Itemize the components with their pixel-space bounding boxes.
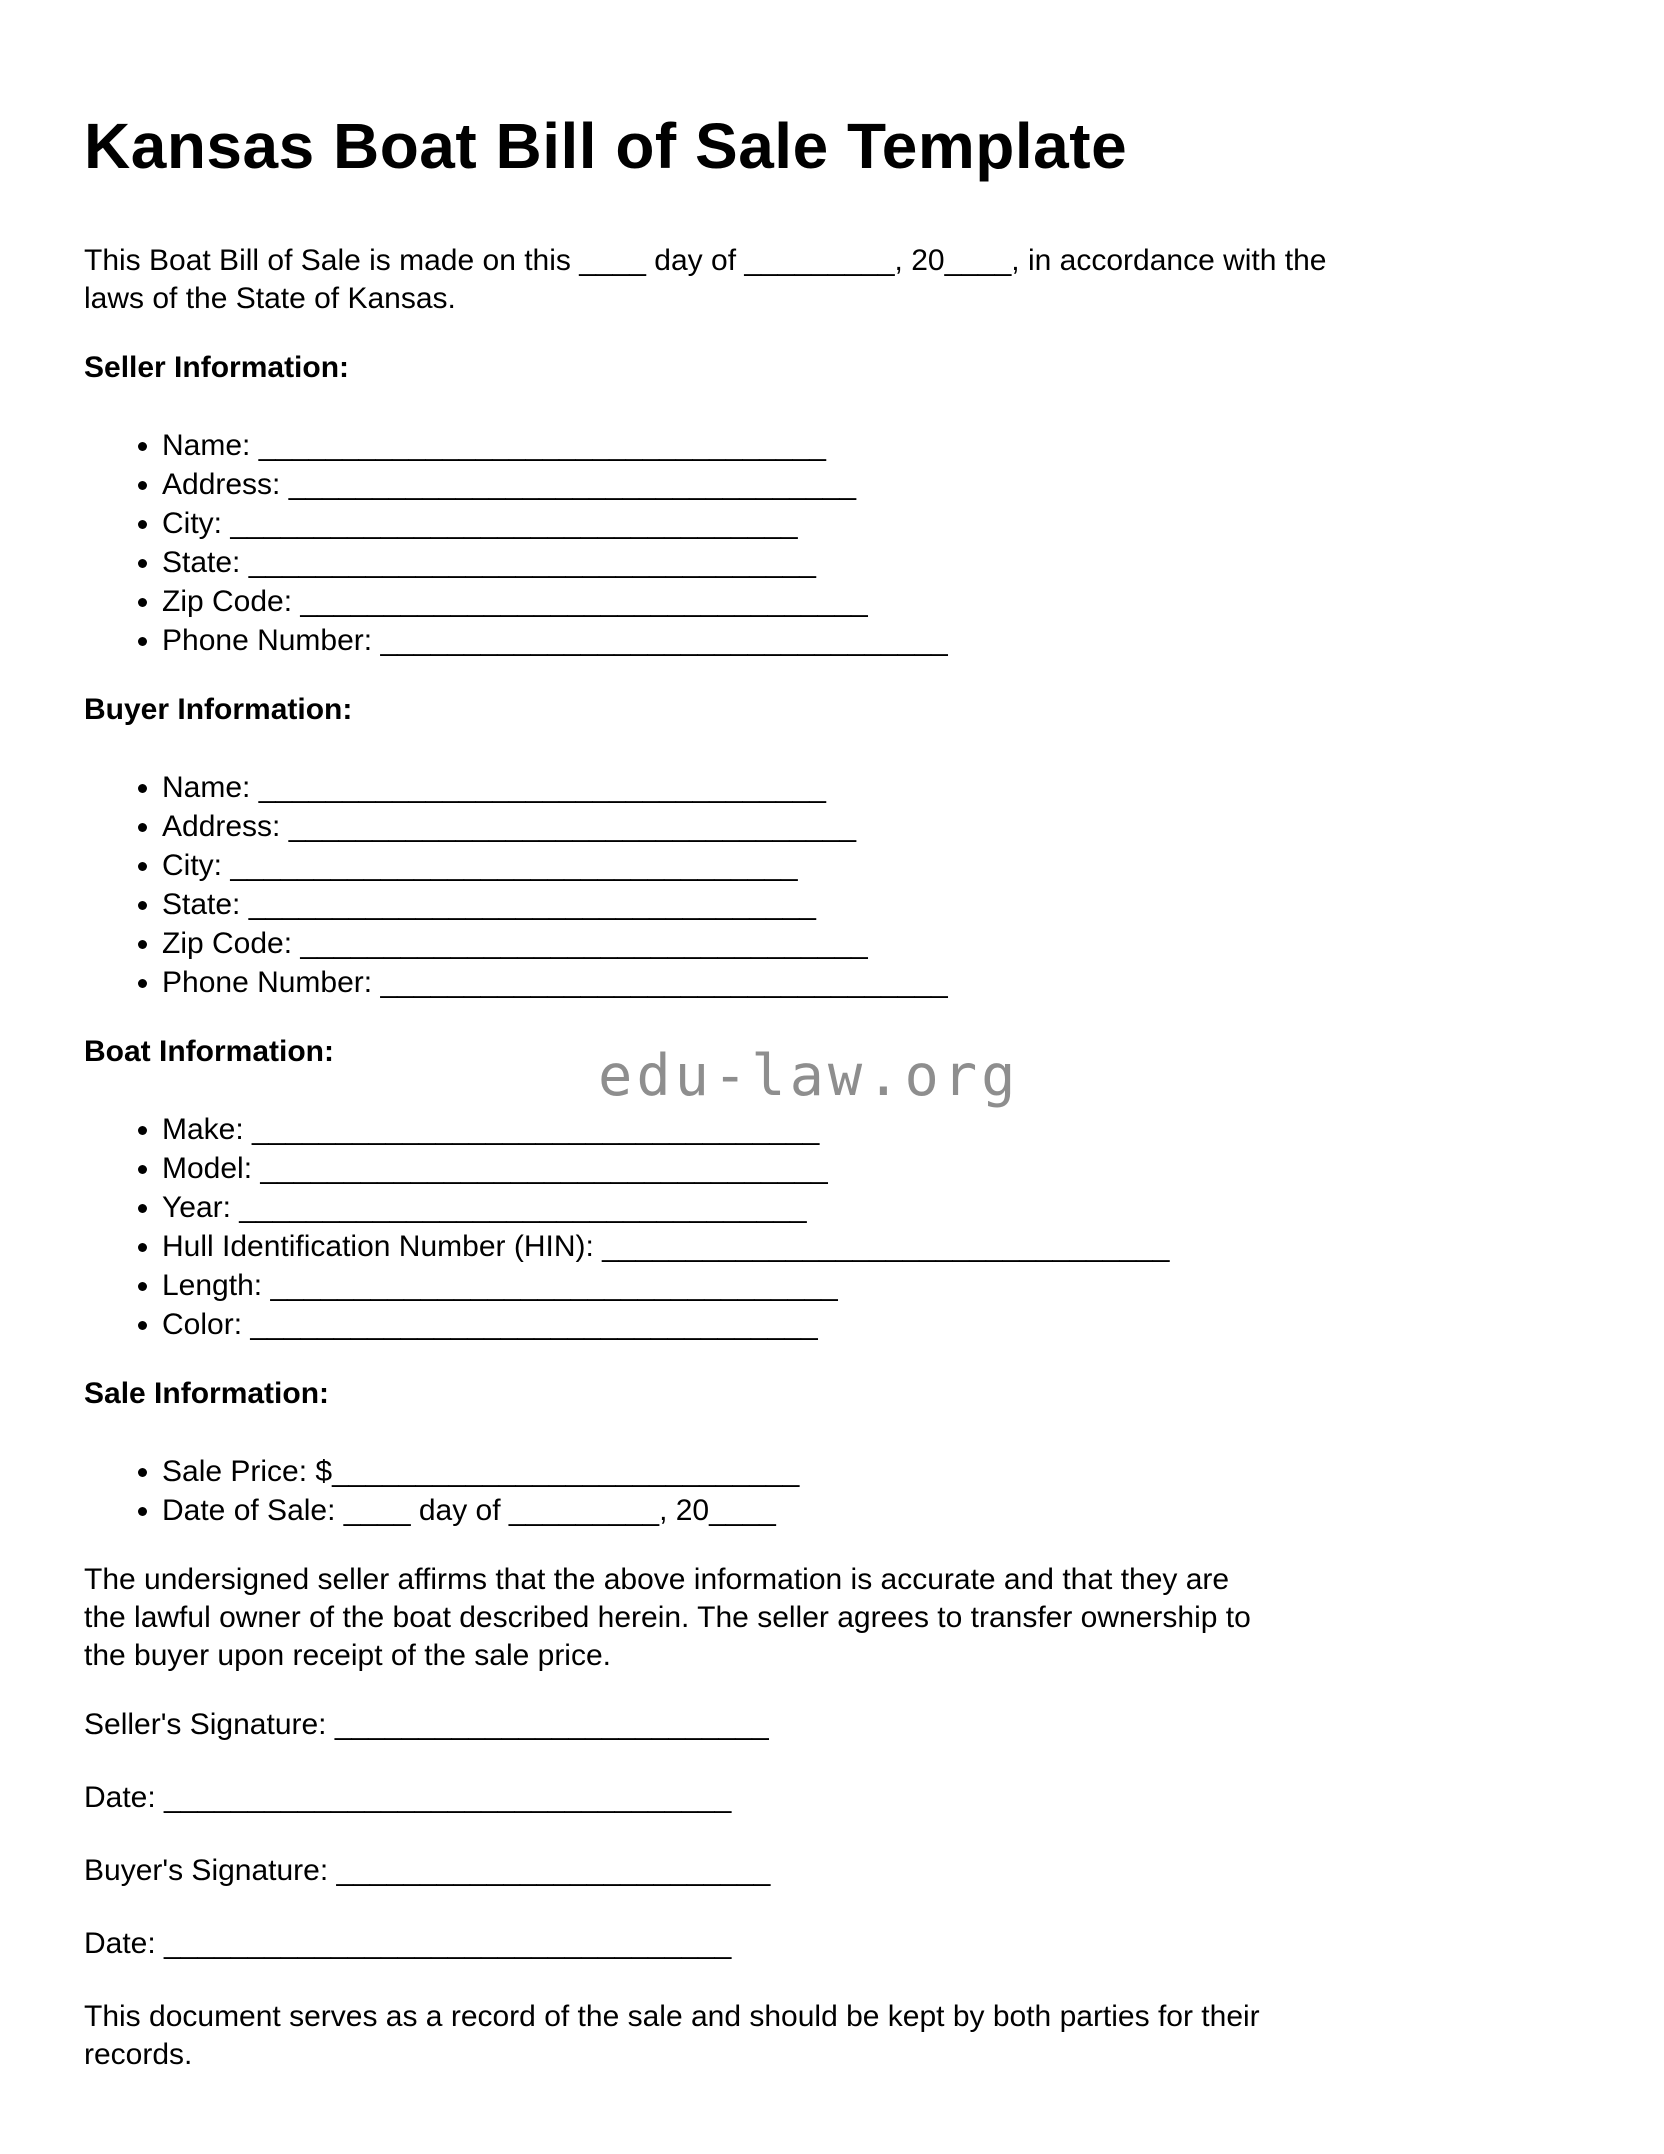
- buyer-phone-label: Phone Number:: [162, 966, 381, 999]
- section-heading-buyer: Buyer Information:: [84, 693, 353, 726]
- sale-date-item: [162, 1491, 1530, 1530]
- buyer-signature-label: Buyer's Signature:: [84, 1854, 337, 1887]
- seller-city-label: City:: [162, 507, 231, 540]
- buyer-phone-blank: __________________________________: [380, 966, 948, 999]
- seller-phone-label: Phone Number:: [162, 624, 381, 657]
- buyer-zip-label: Zip Code:: [162, 927, 301, 960]
- buyer-name-label: Name:: [162, 771, 259, 804]
- buyer-info-list: [84, 768, 1530, 1002]
- seller-city-blank: __________________________________: [230, 507, 798, 540]
- section-heading-boat: Boat Information:: [84, 1035, 334, 1068]
- buyer-state-label: State:: [162, 888, 249, 921]
- seller-address-item: [162, 465, 1530, 504]
- seller-phone-blank: __________________________________: [380, 624, 948, 657]
- seller-date-blank: __________________________________: [164, 1781, 732, 1814]
- seller-signature-date-line: [84, 1779, 1530, 1817]
- seller-date-label: Date:: [84, 1781, 165, 1814]
- buyer-address-blank: __________________________________: [288, 810, 857, 843]
- sale-info-list: [84, 1452, 1530, 1530]
- buyer-signature-line: [84, 1852, 1530, 1890]
- footer-line: This document serves as a record of the sale and should be kept by both parties for their: [84, 2000, 1260, 2033]
- seller-name-label: Name:: [162, 429, 259, 462]
- boat-year-item: [162, 1188, 1530, 1227]
- intro-paragraph: [84, 242, 1530, 318]
- boat-color-item: [162, 1305, 1530, 1344]
- buyer-name-item: [162, 768, 1530, 807]
- seller-phone-item: [162, 621, 1530, 660]
- boat-year-label: Year:: [162, 1191, 240, 1224]
- boat-color-blank: __________________________________: [250, 1308, 818, 1341]
- seller-zip-label: Zip Code:: [162, 585, 301, 618]
- buyer-phone-item: [162, 963, 1530, 1002]
- buyer-signature-blank: __________________________: [336, 1854, 771, 1887]
- footer-line: records.: [84, 2038, 193, 2071]
- sale-price-label: Sale Price: $: [162, 1455, 333, 1488]
- buyer-city-blank: __________________________________: [230, 849, 798, 882]
- section-heading-seller: Seller Information:: [84, 351, 350, 384]
- seller-signature-label: Seller's Signature:: [84, 1708, 335, 1741]
- boat-length-item: [162, 1266, 1530, 1305]
- seller-signature-blank: __________________________: [334, 1708, 769, 1741]
- sale-price-item: [162, 1452, 1530, 1491]
- seller-city-item: [162, 504, 1530, 543]
- buyer-date-label: Date:: [84, 1927, 165, 1960]
- seller-address-label: Address:: [162, 468, 289, 501]
- seller-state-item: [162, 543, 1530, 582]
- buyer-address-item: [162, 807, 1530, 846]
- section-heading-sale: Sale Information:: [84, 1377, 330, 1410]
- seller-state-label: State:: [162, 546, 249, 579]
- seller-signature-line: [84, 1706, 1530, 1744]
- buyer-date-blank: __________________________________: [164, 1927, 732, 1960]
- buyer-address-label: Address:: [162, 810, 289, 843]
- boat-length-label: Length:: [162, 1269, 271, 1302]
- buyer-city-label: City:: [162, 849, 231, 882]
- boat-length-blank: __________________________________: [270, 1269, 838, 1302]
- boat-model-blank: __________________________________: [260, 1152, 828, 1185]
- buyer-name-blank: __________________________________: [258, 771, 826, 804]
- seller-name-item: [162, 426, 1530, 465]
- boat-make-item: [162, 1110, 1530, 1149]
- seller-info-list: [84, 426, 1530, 660]
- boat-hin-blank: __________________________________: [602, 1230, 1170, 1263]
- seller-zip-item: [162, 582, 1530, 621]
- boat-info-list: [84, 1110, 1530, 1344]
- boat-make-label: Make:: [162, 1113, 253, 1146]
- buyer-zip-blank: __________________________________: [300, 927, 868, 960]
- sale-price-blank: ____________________________: [332, 1455, 800, 1488]
- affirmation-paragraph: [84, 1561, 1530, 1675]
- buyer-city-item: [162, 846, 1530, 885]
- document-title: Kansas Boat Bill of Sale Template: [84, 110, 1128, 182]
- boat-model-label: Model:: [162, 1152, 261, 1185]
- boat-hin-label: Hull Identification Number (HIN):: [162, 1230, 603, 1263]
- boat-color-label: Color:: [162, 1308, 251, 1341]
- affirmation-line: the buyer upon receipt of the sale price.: [84, 1639, 611, 1672]
- boat-make-blank: __________________________________: [252, 1113, 820, 1146]
- seller-state-blank: __________________________________: [248, 546, 816, 579]
- footer-paragraph: [84, 1998, 1530, 2074]
- seller-name-blank: __________________________________: [258, 429, 826, 462]
- buyer-state-blank: __________________________________: [248, 888, 816, 921]
- sale-date-text: Date of Sale: ____ day of _________, 20____: [162, 1494, 776, 1527]
- watermark-text: edu-law.org: [598, 1043, 1020, 1109]
- boat-year-blank: __________________________________: [239, 1191, 807, 1224]
- affirmation-line: the lawful owner of the boat described herein. The seller agrees to transfer ownership to: [84, 1601, 1251, 1634]
- boat-hin-item: [162, 1227, 1530, 1266]
- affirmation-line: The undersigned seller affirms that the above information is accurate and that they are: [84, 1563, 1230, 1596]
- boat-model-item: [162, 1149, 1530, 1188]
- buyer-state-item: [162, 885, 1530, 924]
- seller-address-blank: __________________________________: [288, 468, 857, 501]
- buyer-signature-date-line: [84, 1925, 1530, 1963]
- intro-line: This Boat Bill of Sale is made on this ____ day of _________, 20____, in accordance with the: [84, 244, 1327, 277]
- seller-zip-blank: __________________________________: [300, 585, 868, 618]
- intro-line: laws of the State of Kansas.: [84, 282, 456, 315]
- buyer-zip-item: [162, 924, 1530, 963]
